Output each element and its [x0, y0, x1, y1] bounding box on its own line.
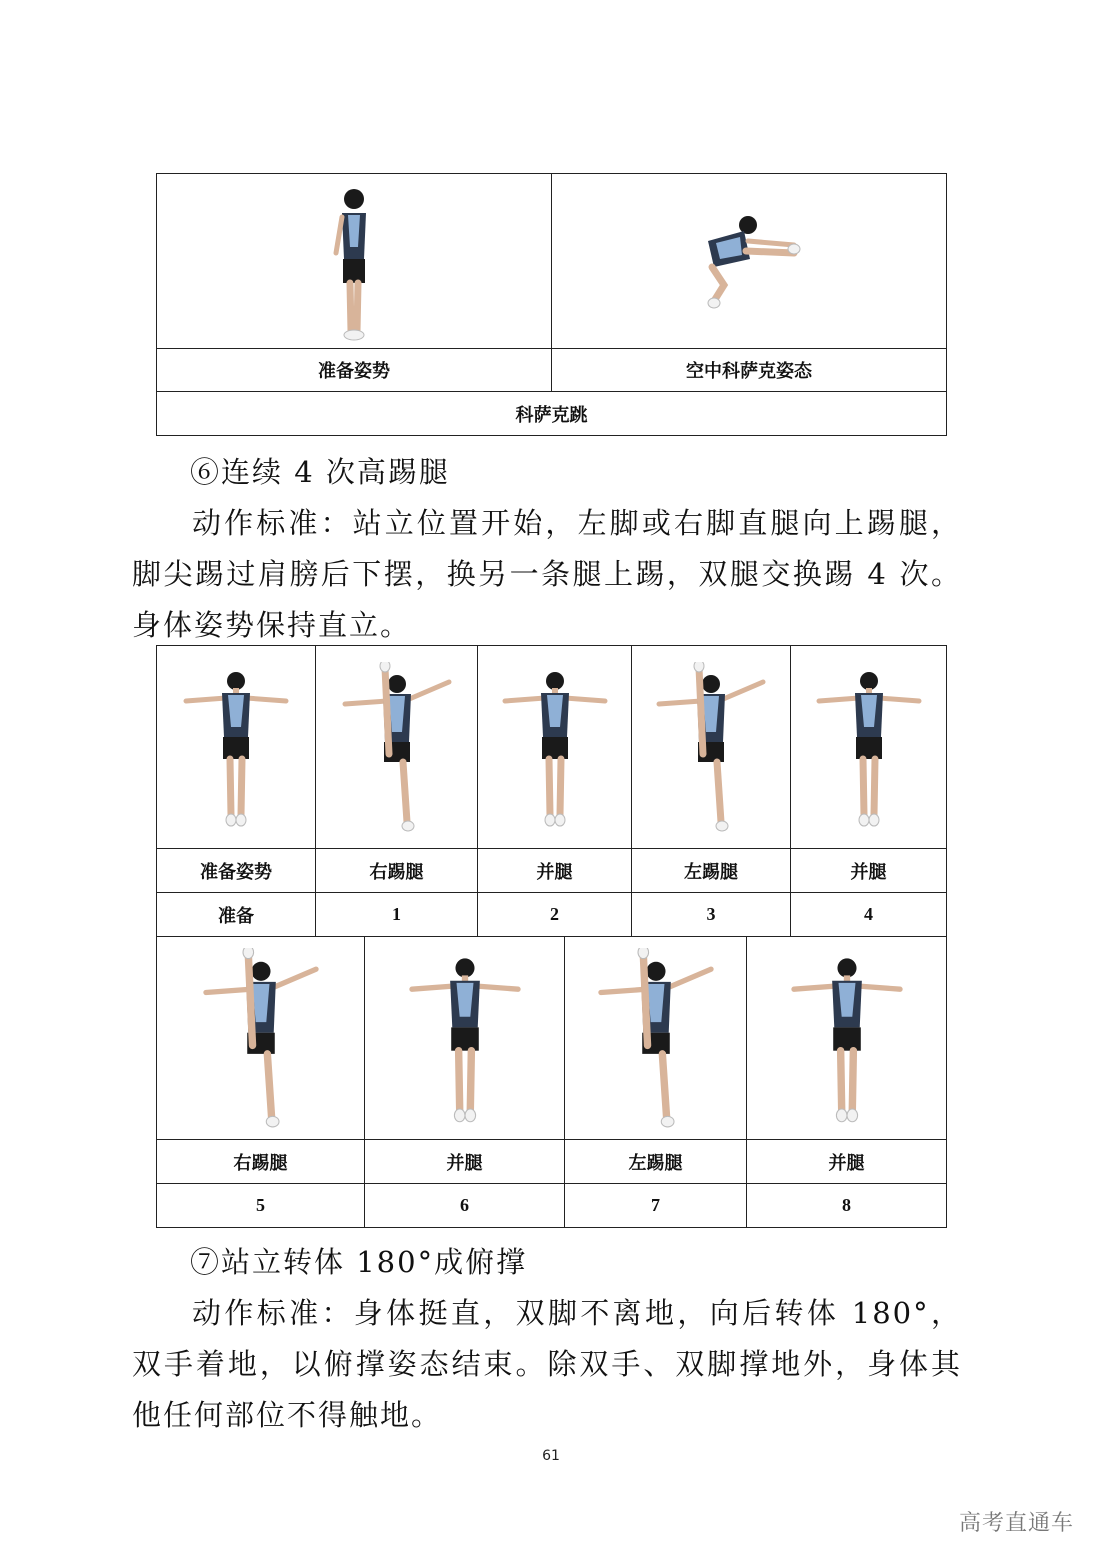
- athlete-stand-photo: [176, 665, 296, 830]
- table-kicks-5-8: [156, 936, 947, 1228]
- section-7-paragraph: 动作标准：身体挺直，双脚不离地，向后转体 180°，双手着地，以俯撑姿态结束。除双手、双脚撑地外，身体其他任何部位不得触地。: [132, 1296, 962, 1432]
- athlete-stand-photo: [777, 951, 917, 1126]
- move-label: 并腿: [365, 1140, 565, 1184]
- athlete-kick-photo: [337, 662, 457, 832]
- photo-cell: [552, 174, 947, 349]
- table-cossack-jump: [156, 173, 947, 436]
- section-6-heading: ⑥连续 4 次高踢腿: [190, 455, 450, 489]
- count-label: 5: [157, 1184, 365, 1228]
- move-label: 左踢腿: [565, 1140, 747, 1184]
- photo-cell: [157, 174, 552, 349]
- move-label: 并腿: [478, 849, 632, 893]
- photo-cell: [632, 646, 791, 849]
- athlete-stand-photo: [809, 665, 929, 830]
- athlete-stand-photo: [495, 665, 615, 830]
- count-label: 3: [632, 893, 791, 937]
- athlete-stand-photo: [395, 951, 535, 1126]
- athlete-kick-photo: [586, 948, 726, 1128]
- count-label: 8: [747, 1184, 947, 1228]
- table-footer-title: 科萨克跳: [157, 392, 947, 436]
- move-label: 并腿: [791, 849, 947, 893]
- move-label: 左踢腿: [632, 849, 791, 893]
- move-label: 右踢腿: [157, 1140, 365, 1184]
- count-label: 准备: [157, 893, 316, 937]
- move-label: 并腿: [747, 1140, 947, 1184]
- air-cossack-photo: [694, 211, 804, 311]
- section-6-paragraph: 动作标准：站立位置开始，左脚或右脚直腿向上踢腿，脚尖踢过肩膀后下摆，换另一条腿上踢，双腿交换踢 4 次。身体姿势保持直立。: [132, 506, 962, 642]
- section-7-heading: ⑦站立转体 180°成俯撑: [190, 1245, 528, 1279]
- watermark: 高考直通车: [958, 1511, 1074, 1536]
- page-number: 61: [542, 1448, 560, 1464]
- table-kicks-1-4: [156, 645, 947, 937]
- photo-cell: [316, 646, 478, 849]
- photo-cell: [791, 646, 947, 849]
- count-label: 1: [316, 893, 478, 937]
- caption-ready-stance: 准备姿势: [157, 349, 552, 392]
- move-label: 准备姿势: [157, 849, 316, 893]
- count-label: 4: [791, 893, 947, 937]
- photo-cell: [157, 646, 316, 849]
- count-label: 6: [365, 1184, 565, 1228]
- photo-cell: [365, 937, 565, 1140]
- count-label: 7: [565, 1184, 747, 1228]
- athlete-kick-photo: [651, 662, 771, 832]
- photo-cell: [565, 937, 747, 1140]
- move-label: 右踢腿: [316, 849, 478, 893]
- count-label: 2: [478, 893, 632, 937]
- photo-cell: [478, 646, 632, 849]
- athlete-kick-photo: [191, 948, 331, 1128]
- caption-air-cossack: 空中科萨克姿态: [552, 349, 947, 392]
- ready-stance-photo: [324, 181, 384, 341]
- photo-cell: [747, 937, 947, 1140]
- photo-cell: [157, 937, 365, 1140]
